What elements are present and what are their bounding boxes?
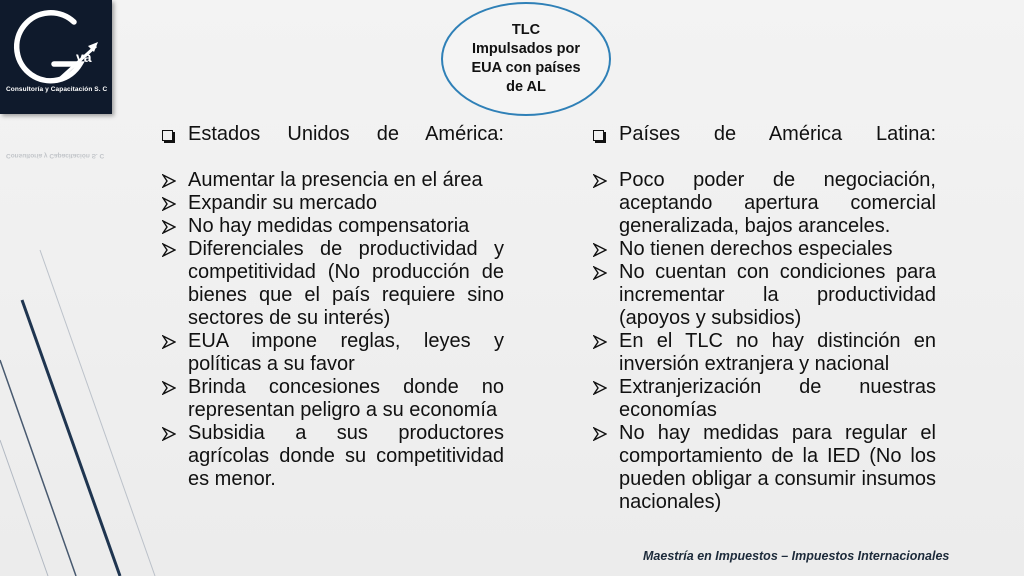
list-item-text: Expandir su mercado [188,192,377,214]
arrow-bullet-icon [162,422,188,445]
arrow-bullet-icon [162,376,188,399]
logo-tagline-reflection: Consultoría y Capacitación S. C [6,152,105,159]
arrow-bullet-icon [593,261,619,284]
list-item-text: Poco poder de negociación, aceptando apertura comercial generalizada, bajos aranceles. [619,169,936,237]
title-line: EUA con países [471,60,581,76]
list-item-text: Extranjerización de nuestras economías [619,376,936,421]
title-line: TLC [511,22,541,38]
usa-heading [162,123,504,146]
list-item-text: En el TLC no hay distinción en inversión extranjera y nacional [619,330,936,375]
latam-heading-text: Países de América Latina: [619,123,936,145]
list-item-text: Subsidia a sus productores agrícolas donde su competitividad es menor. [188,422,504,490]
logo-letters: va [76,49,92,65]
arrow-bullet-icon [593,376,619,399]
title-oval [441,2,611,116]
list-item-text: No hay medidas compensatoria [188,215,470,237]
list-item [593,330,936,376]
footer-text: Maestría en Impuestos – Impuestos Internacionales [643,549,950,563]
title-text [461,21,591,97]
list-item [593,261,936,330]
list-item-text: Brinda concesiones donde no representan peligro a su economía [188,376,504,421]
list-item-text: Diferenciales de productividad y competitividad (No producción de bienes que el país requiere sino sectores de su interés) [188,238,504,329]
arrow-bullet-icon [162,215,188,238]
usa-heading-text: Estados Unidos de América: [188,123,504,145]
list-item-text: No hay medidas para regular el comportamiento de la IED (No los pueden obligar a consumir insumos nacionales) [619,422,936,513]
list-item-text: Aumentar la presencia en el área [188,169,483,191]
list-item [162,169,504,192]
company-logo [0,0,112,114]
arrow-bullet-icon [593,330,619,353]
arrow-bullet-icon [162,330,188,353]
title-line: de AL [506,79,546,95]
square-bullet-icon [162,123,188,146]
arrow-bullet-icon [593,169,619,192]
arrow-bullet-icon [593,422,619,445]
list-item-text: EUA impone reglas, leyes y políticas a su favor [188,330,504,375]
list-item-text: No tienen derechos especiales [619,238,893,260]
latam-heading [593,123,936,146]
list-item [593,422,936,514]
list-item [593,376,936,422]
logo-tagline: Consultoría y Capacitación S. C [6,86,108,93]
list-item [162,215,504,238]
list-item [162,192,504,215]
list-item [162,376,504,422]
usa-column [162,123,504,491]
list-item-text: No cuentan con condiciones para incrementar la productividad (apoyos y subsidios) [619,261,936,329]
square-bullet-icon [593,123,619,146]
latam-column [593,123,936,514]
arrow-bullet-icon [162,169,188,192]
arrow-bullet-icon [162,238,188,261]
usa-list [162,169,504,491]
list-item [162,422,504,491]
arrow-bullet-icon [162,192,188,215]
logo-g-icon [0,0,112,114]
list-item [162,330,504,376]
list-item [593,238,936,261]
title-line: Impulsados por [472,41,580,57]
list-item [162,238,504,330]
arrow-bullet-icon [593,238,619,261]
latam-list [593,169,936,514]
list-item [593,169,936,238]
